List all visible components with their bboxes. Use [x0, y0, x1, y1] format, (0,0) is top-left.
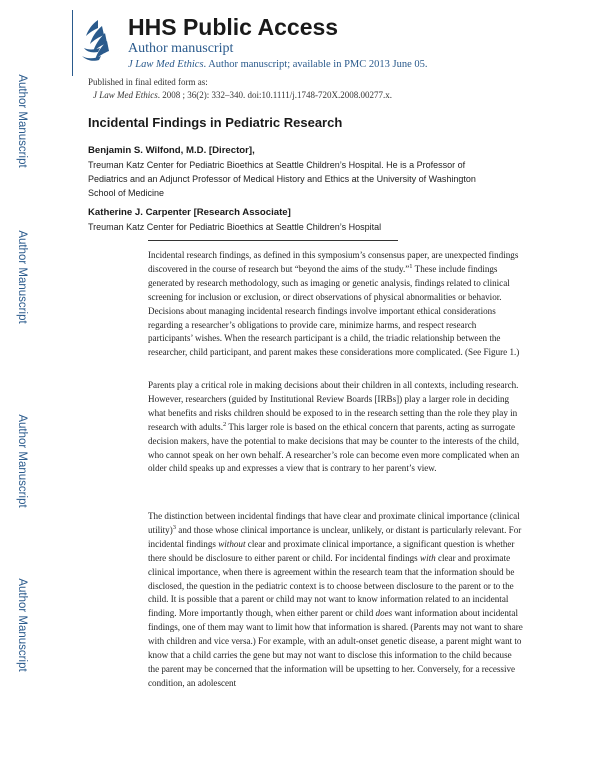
abstract-divider [148, 240, 398, 241]
author-name: Benjamin S. Wilfond, M.D. [Director], [88, 145, 255, 156]
author-name: Katherine J. Carpenter [Research Associate] [88, 207, 291, 218]
header-divider [72, 10, 73, 76]
author-manuscript-side-label: Author Manuscript [16, 74, 28, 168]
body-paragraph: Incidental research findings, as defined in this symposium’s consensus paper, are unexpected findings discovered in the course of research but “beyond the aims of the study.”$^1$ These include findings generated by research methodology, such as imaging or genetic analysis, findings related to clinical screening for inclusion or exclusion, or direct observations of physical abnormalities or behavior. Decisions about managing incidental research findings involve important ethical considerations regarding a researcher’s obligations to provide care, minimize harms, and respect research participants’ wishes. When the research participant is a child, the triadic relationship between the researcher, child participant, and parent makes these considerations more complicated. (See Figure 1.) [148, 250, 520, 358]
availability-text: . Author manuscript; available in PMC 2013 June 05. [203, 59, 428, 70]
author-manuscript-label: Author manuscript [128, 41, 234, 56]
author-manuscript-side-label: Author Manuscript [16, 414, 28, 508]
body-paragraph: Parents play a critical role in making decisions about their children in all contexts, including research. However, researchers (guided by Institutional Review Boards [IRBs]) play a larger role in deciding what benefits and risks children should be exposed to in the research setting than the role they play in research with adults.$^2$ This larger role is based on the ethical concern that parents, acting as surrogate decision makers, have the potential to make decisions that may be counter to the interests of the child, who cannot speak on her own behalf. A researcher’s role can become even more complicated when an older child speaks up and expresses a view that is contrary to her parent’s view. [148, 380, 520, 474]
journal-name: J Law Med Ethics [128, 59, 204, 70]
author-affiliation: Treuman Katz Center for Pediatric Bioethics at Seattle Children’s Hospital. He is a Professor of Pediatrics and an Adjunct Professor of Medical History and Ethics at the University of Washington School of Medicine [88, 160, 476, 198]
author-manuscript-side-label: Author Manuscript [16, 230, 28, 324]
citation-details: . 2008 ; 36(2): 332–340. doi:10.1111/j.1748-720X.2008.00277.x. [157, 90, 392, 100]
hhs-eagle-logo-icon [78, 14, 114, 70]
published-label: Published in final edited form as: [88, 77, 208, 87]
hhs-public-access-title: HHS Public Access [128, 14, 339, 40]
citation [93, 90, 392, 100]
author-affiliation: Treuman Katz Center for Pediatric Bioethics at Seattle Children’s Hospital [88, 222, 382, 232]
citation-journal: J Law Med Ethics [93, 90, 158, 100]
body-paragraph: The distinction between incidental findings that have clear and proximate clinical importance (clinical utility)$^3$ and those whose clinical importance is unclear, unlikely, or distant is particularly relevant. For incidental findings without clear and proximate clinical importance, a significant question is whether there should be disclosure to either parent or child. For incidental findings with clear and proximate clinical importance, when there is agreement within the research team that the information should be disclosed, the question in the pediatric context is to choose between disclosure to the parent or to the child. It is possible that a parent or child may not want to know information related to an incidental finding. More importantly though, when either parent or child does want information about incidental findings, one of them may want to limit how that information is shared. (Parents may not want to share with children and vice versa.) For example, with an adult-onset genetic disease, a parent might want to know that a child carries the gene but may not want to disclose this information to the child because the parent may be concerned that the information will be upsetting to her. Conversely, for a recessive condition, an adolescent [148, 511, 523, 688]
author-manuscript-side-label: Author Manuscript [16, 578, 28, 672]
article-title: Incidental Findings in Pediatric Research [88, 115, 343, 130]
journal-availability-line [128, 59, 428, 70]
